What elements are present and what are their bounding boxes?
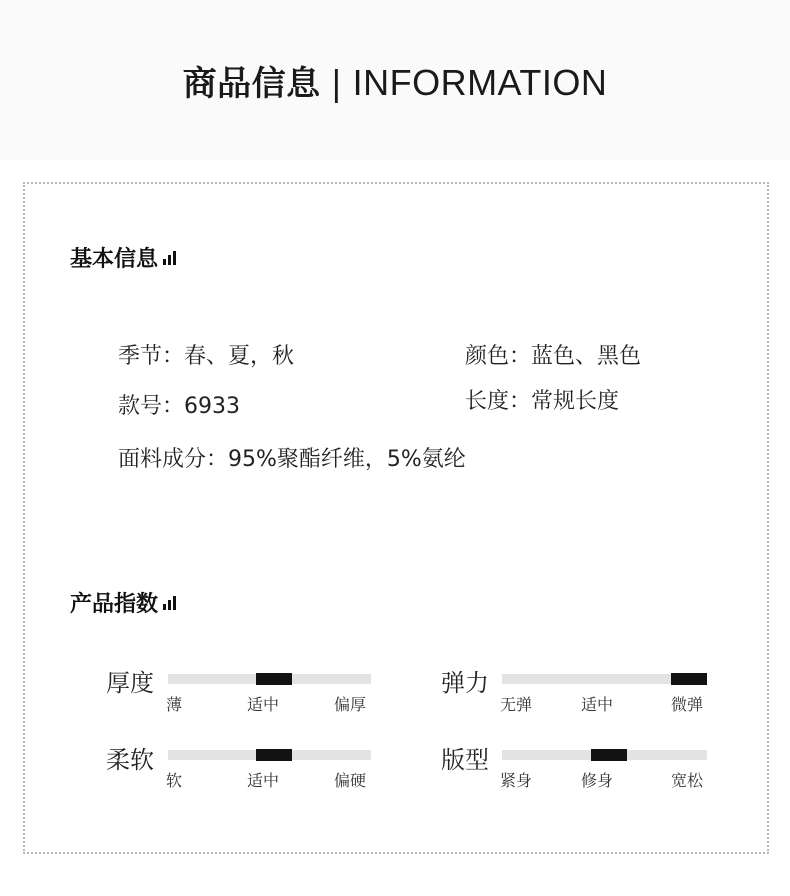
thickness-marker — [256, 673, 292, 685]
season-info: 季节：春、夏，秋 — [118, 344, 295, 369]
style-number-info: 款号：6933 — [118, 394, 240, 419]
length-info: 长度：常规长度 — [465, 389, 620, 414]
header — [0, 0, 790, 160]
elasticity-marker — [671, 673, 707, 685]
fit-scale — [502, 750, 707, 760]
title-separator: | — [330, 64, 343, 104]
fit-tick-low: 紧身 — [500, 771, 533, 790]
fabric-info: 面料成分：95%聚酯纤维，5%氨纶 — [118, 447, 466, 472]
basic-info-title: 基本信息 — [70, 247, 159, 272]
fit-tick-mid: 修身 — [581, 771, 614, 790]
fit-tick-high: 宽松 — [671, 771, 704, 790]
thickness-tick-low: 薄 — [166, 695, 183, 714]
softness-marker — [256, 749, 292, 761]
metric-label-softness: 柔软 — [106, 746, 154, 774]
thickness-scale — [168, 674, 371, 684]
elasticity-tick-low: 无弹 — [500, 695, 533, 714]
elasticity-tick-high: 微弹 — [671, 695, 704, 714]
signal-bars-icon — [163, 595, 176, 610]
title-english: INFORMATION — [352, 62, 608, 103]
elasticity-scale — [502, 674, 707, 684]
title-chinese: 商品信息 — [182, 64, 321, 104]
fit-marker — [591, 749, 627, 761]
softness-tick-mid: 适中 — [247, 771, 280, 790]
thickness-tick-high: 偏厚 — [334, 695, 367, 714]
signal-bars-icon — [163, 250, 176, 265]
metric-label-fit: 版型 — [441, 746, 489, 774]
thickness-tick-mid: 适中 — [247, 695, 280, 714]
basic-info-heading — [70, 242, 176, 273]
softness-tick-low: 软 — [166, 771, 183, 790]
color-info: 颜色：蓝色、黑色 — [465, 344, 642, 369]
product-index-heading — [70, 587, 176, 618]
softness-tick-high: 偏硬 — [334, 771, 367, 790]
metric-label-elasticity: 弹力 — [441, 669, 489, 697]
page-title — [0, 56, 790, 105]
elasticity-tick-mid: 适中 — [581, 695, 614, 714]
metric-label-thickness: 厚度 — [106, 669, 154, 697]
product-index-title: 产品指数 — [70, 592, 159, 617]
softness-scale — [168, 750, 371, 760]
